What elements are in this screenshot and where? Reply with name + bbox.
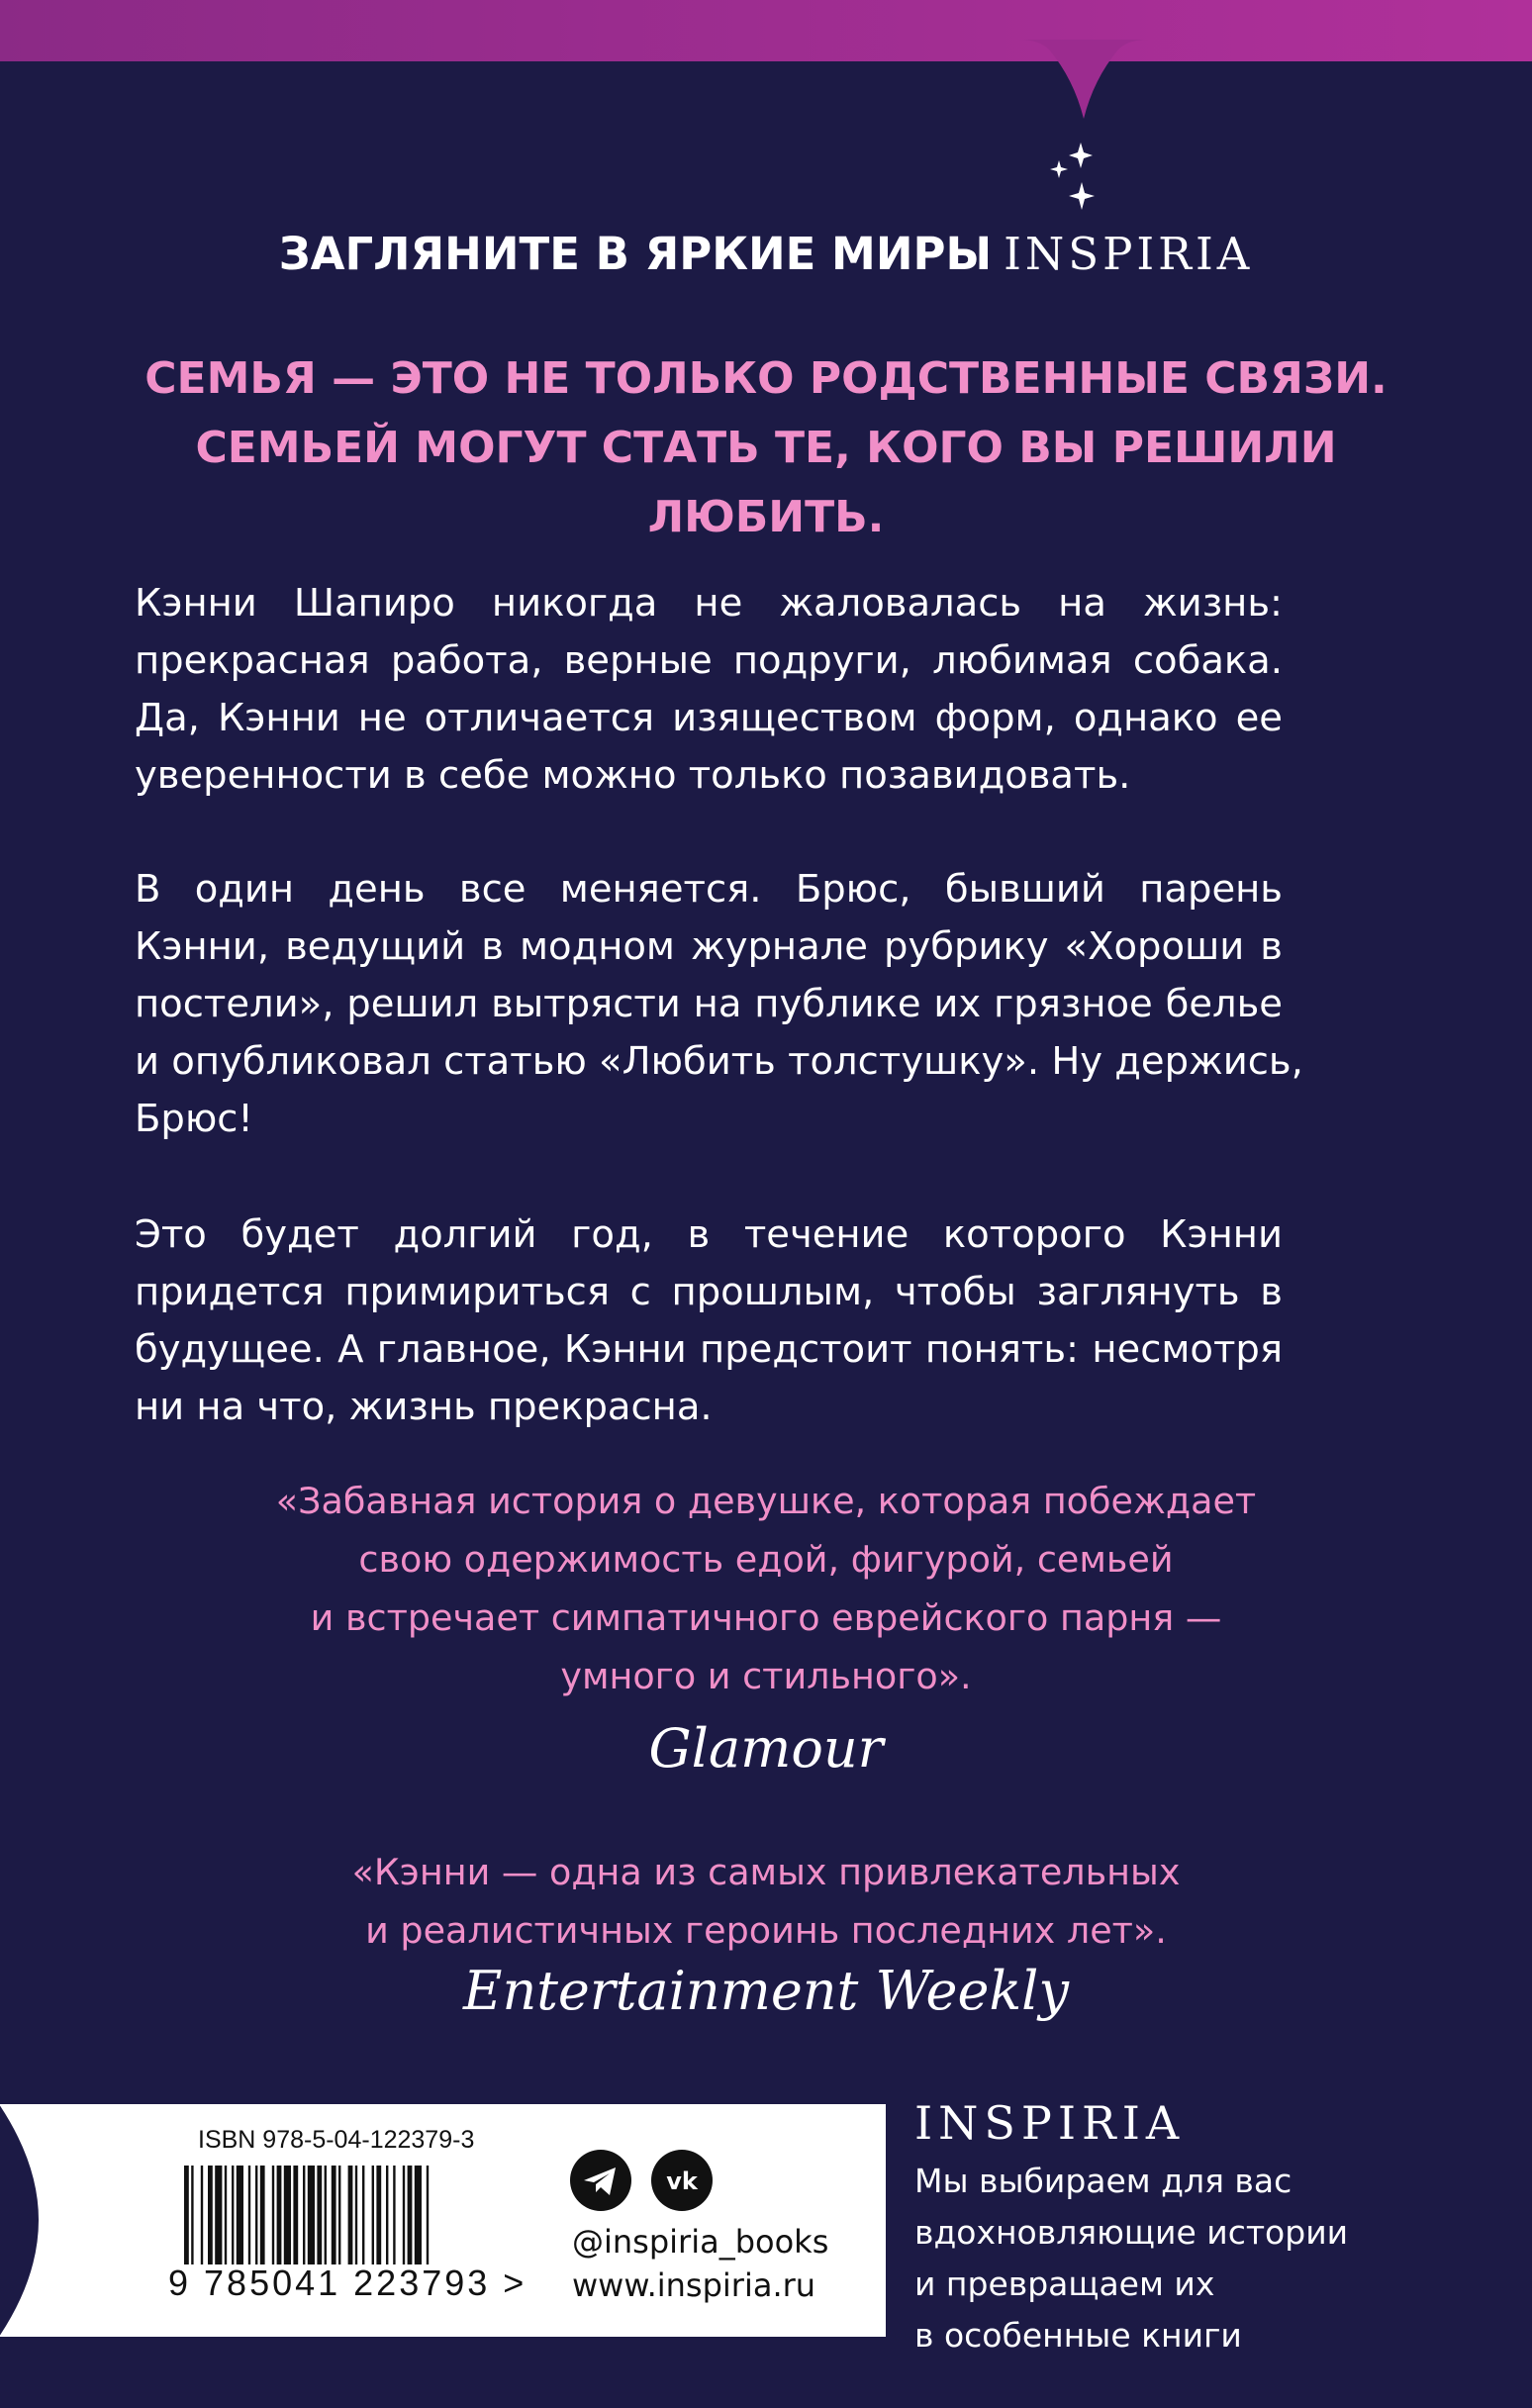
text-line: придется примириться с прошлым, чтобы заглянуть в [135,1270,1283,1314]
review-quote-1 [0,1472,1532,1705]
barcode-bar [303,2166,305,2264]
review-quote-2 [0,1843,1532,1960]
barcode-bar [355,2166,357,2264]
header-tagline [0,228,1532,280]
text-line: Брюс! [135,1097,253,1141]
barcode-bar [338,2166,340,2264]
text-line: ни на что, жизнь прекрасна. [135,1385,713,1429]
social-handle[interactable]: @inspiria_books [572,2223,829,2261]
website-link[interactable]: www.inspiria.ru [572,2266,816,2304]
text-line: Да, Кэнни не отличается изяществом форм, однако ее [135,696,1283,740]
slogan-line: СЕМЬЕЙ МОГУТ СТАТЬ ТЕ, КОГО ВЫ РЕШИЛИ [195,423,1337,473]
text-line: прекрасная работа, верные подруги, любимая собака. [135,638,1283,683]
barcode-bar [277,2166,282,2264]
barcode-bar [372,2166,374,2264]
barcode-bar [308,2166,315,2264]
barcode-bar [201,2166,203,2264]
barcode-bar [255,2166,257,2264]
quote-line: «Кэнни — одна из самых привлекательных [351,1851,1181,1893]
text-line: будущее. А главное, Кэнни предстоит понять: несмотря [135,1327,1283,1372]
header-brand: INSPIRIA [1004,228,1254,280]
isbn-digits: 9 785041 223793 > [168,2263,527,2303]
text-line: Кэнни, ведущий в модном журнале рубрику «Хороши в [135,924,1283,969]
tagline-line: вдохновляющие истории [914,2213,1349,2252]
publisher-tagline [914,2156,1348,2361]
barcode-bar [332,2166,336,2264]
review-source-2: Entertainment Weekly [463,1960,1069,2022]
barcode-bar [184,2166,189,2264]
barcode-bar [408,2166,413,2264]
quote-line: свою одержимость едой, фигурой, семьей [358,1538,1174,1581]
description-paragraph-3 [135,1206,1283,1436]
barcode-bar [403,2166,405,2264]
text-line: Это будет долгий год, в течение которого Кэнни [135,1212,1283,1257]
slogan [0,344,1532,552]
barcode-bar [376,2166,381,2264]
barcode-bar [260,2166,265,2264]
top-color-band [0,0,1532,61]
bookmark-tab [1019,40,1148,119]
barcode-bar [386,2166,388,2264]
text-line: постели», решил вытрясти на публике их грязное белье [135,982,1283,1026]
quote-line: умного и стильного». [560,1655,972,1697]
barcode-bar [215,2166,222,2264]
barcode [184,2166,511,2264]
isbn-label: ISBN 978-5-04-122379-3 [198,2126,475,2154]
barcode-bar [325,2166,327,2264]
text-line: В один день все меняется. Брюс, бывший парень [135,867,1283,912]
svg-text:vk: vk [666,2167,698,2195]
slogan-line: ЛЮБИТЬ. [647,492,885,542]
quote-line: и встречает симпатичного еврейского парня — [310,1596,1222,1639]
barcode-bar [248,2166,250,2264]
text-line: Кэнни Шапиро никогда не жаловалась на жизнь: [135,581,1283,626]
quote-line: «Забавная история о девушке, которая побеждает [275,1480,1257,1522]
sparkle-stars-icon [1045,141,1104,220]
header-lead: ЗАГЛЯНИТЕ В ЯРКИЕ МИРЫ [278,228,993,280]
barcode-bar [225,2166,227,2264]
barcode-bar [293,2166,298,2264]
barcode-bar [393,2166,395,2264]
barcode-bar [272,2166,274,2264]
barcode-bar [317,2166,322,2264]
description-paragraph-1 [135,575,1283,805]
barcode-bar [415,2166,422,2264]
barcode-bar [348,2166,353,2264]
quote-line: и реалистичных героинь последних лет». [365,1909,1167,1952]
barcode-bar [362,2166,364,2264]
tagline-line: Мы выбираем для вас [914,2162,1293,2200]
text-line: уверенности в себе можно только позавидовать. [135,753,1131,798]
barcode-bar [208,2166,213,2264]
barcode-bar [191,2166,193,2264]
panel-notch [0,2104,58,2337]
review-source-1: Glamour [648,1717,884,1780]
description-paragraph-2 [135,861,1303,1148]
tagline-line: и превращаем их [914,2264,1215,2303]
barcode-bar [232,2166,234,2264]
slogan-line: СЕМЬЯ — ЭТО НЕ ТОЛЬКО РОДСТВЕННЫЕ СВЯЗИ. [144,353,1388,404]
text-line: и опубликовал статью «Любить толстушку». Ну держись, [135,1039,1303,1084]
telegram-icon[interactable] [570,2150,631,2211]
barcode-bar [427,2166,429,2264]
tagline-line: в особенные книги [914,2316,1242,2355]
vk-icon[interactable] [651,2150,713,2211]
publisher-brand: INSPIRIA [914,2096,1186,2150]
barcode-bar [284,2166,291,2264]
barcode-bar [237,2166,243,2264]
